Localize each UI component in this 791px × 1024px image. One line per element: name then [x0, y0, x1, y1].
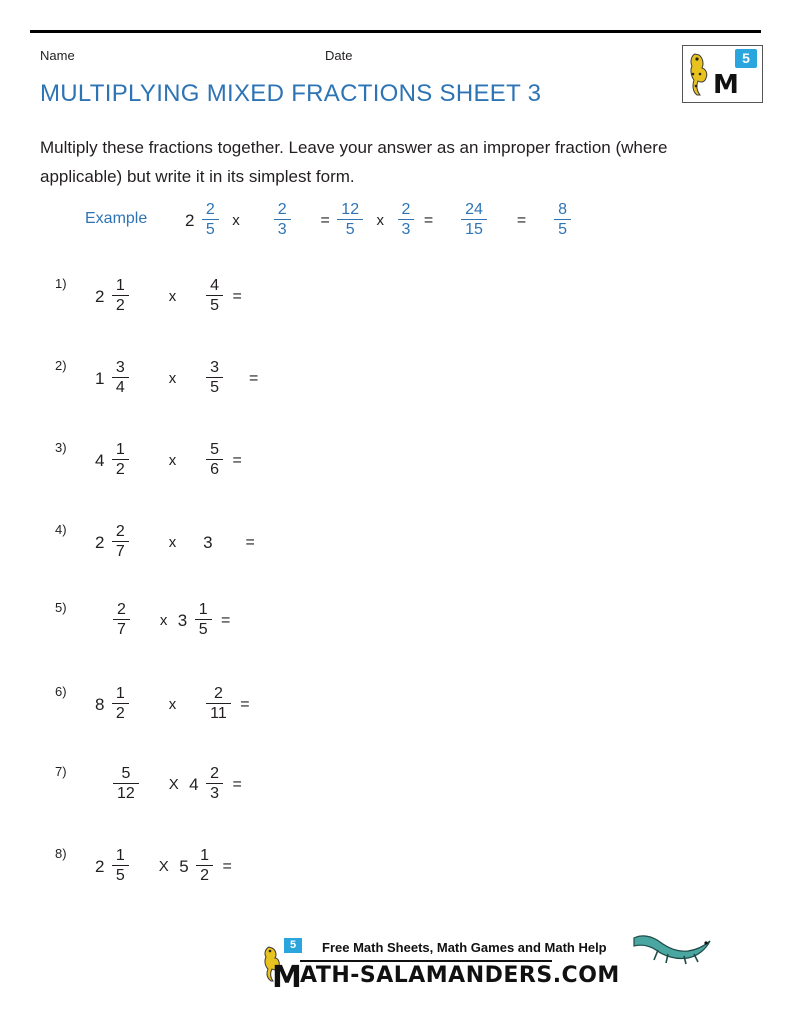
whole-number: 1	[95, 368, 105, 388]
denominator: 6	[210, 461, 220, 478]
example-fraction-2	[274, 201, 291, 238]
fraction-2	[206, 765, 223, 802]
numerator: 3	[210, 359, 220, 376]
numerator: 24	[465, 201, 483, 218]
name-label: Name	[40, 48, 75, 63]
denominator: 15	[465, 221, 483, 238]
numerator: 1	[115, 685, 125, 702]
fraction-2	[196, 847, 213, 884]
fraction-bar	[112, 541, 129, 542]
whole-number: 8	[95, 694, 105, 714]
lizard-icon	[628, 930, 714, 966]
equals-sign: =	[248, 369, 259, 387]
problem-1	[40, 276, 740, 336]
example-label: Example	[85, 210, 148, 227]
numerator: 1	[200, 847, 210, 864]
header-divider	[30, 30, 761, 33]
operator: x	[168, 696, 177, 713]
numerator: 2	[213, 685, 223, 702]
fraction-1	[112, 685, 129, 722]
problem-8	[40, 846, 740, 906]
denominator: 2	[200, 867, 210, 884]
problem-number: 5)	[55, 600, 67, 615]
whole-number: 2	[95, 856, 105, 876]
fraction-bar	[206, 295, 223, 296]
grade-badge: 5	[284, 938, 302, 953]
equals-sign: =	[245, 533, 255, 551]
fraction-1	[112, 523, 129, 560]
problem-5	[40, 600, 740, 660]
example-equals-3: =	[516, 211, 527, 229]
problem-2	[40, 358, 740, 418]
denominator: 11	[210, 705, 227, 722]
fraction-1	[112, 847, 129, 884]
denominator: 5	[115, 867, 125, 884]
date-label: Date	[325, 48, 353, 63]
denominator: 2	[115, 461, 125, 478]
logo-m-glyph: M	[713, 70, 737, 100]
denominator: 3	[277, 221, 287, 238]
denominator: 3	[401, 221, 411, 238]
whole-number-2: 5	[179, 856, 189, 876]
numerator: 3	[115, 359, 125, 376]
example-row	[40, 200, 740, 248]
numerator: 2	[210, 765, 219, 782]
denominator: 5	[558, 221, 567, 238]
operator: x	[168, 288, 177, 305]
equals-sign: =	[232, 287, 242, 305]
whole-number-2: 3	[203, 532, 213, 552]
fraction-2	[206, 277, 223, 314]
operator: X	[168, 776, 179, 793]
example-whole-1: 2	[185, 210, 195, 230]
numerator: 2	[401, 201, 411, 218]
numerator: 1	[198, 601, 208, 618]
problem-3	[40, 440, 740, 500]
instructions-text: Multiply these fractions together. Leave your answer as an improper fraction (where applicable) but write it in its simplest form.	[40, 138, 668, 186]
math-salamanders-logo	[682, 45, 763, 103]
denominator: 3	[210, 785, 219, 802]
fraction-1	[113, 765, 139, 802]
fraction-1	[112, 277, 129, 314]
example-fraction-3	[337, 201, 363, 238]
fraction-bar	[206, 703, 231, 704]
numerator: 2	[115, 523, 125, 540]
fraction-bar	[112, 865, 129, 866]
problem-number: 4)	[55, 522, 67, 537]
equals-sign: =	[232, 451, 242, 469]
problem-expression	[95, 848, 232, 885]
example-equals-2: =	[423, 211, 434, 229]
example-fraction-5	[461, 201, 487, 238]
problem-expression	[95, 360, 258, 397]
fraction-bar	[202, 219, 219, 220]
problem-number: 1)	[55, 276, 67, 291]
equals-sign: =	[221, 611, 231, 629]
equals-sign: =	[232, 775, 242, 793]
denominator: 5	[345, 221, 355, 238]
fraction-2	[206, 441, 223, 478]
fraction-bar	[461, 219, 487, 220]
footer-m-glyph: M	[272, 960, 299, 995]
fraction-bar	[196, 865, 213, 866]
whole-number-2: 3	[177, 610, 188, 630]
denominator: 5	[198, 621, 208, 638]
operator: X	[158, 858, 169, 875]
fraction-bar	[112, 459, 129, 460]
problem-number: 6)	[55, 684, 67, 699]
fraction-bar	[206, 377, 223, 378]
fraction-1	[112, 441, 129, 478]
numerator: 2	[117, 601, 126, 618]
footer-divider	[300, 960, 552, 962]
whole-number: 4	[95, 450, 105, 470]
page-title: MULTIPLYING MIXED FRACTIONS SHEET 3	[40, 80, 542, 107]
example-fraction-1	[202, 201, 219, 238]
example-operator-2: x	[376, 212, 385, 229]
problem-number: 8)	[55, 846, 67, 861]
numerator: 1	[115, 847, 125, 864]
denominator: 4	[115, 379, 125, 396]
numerator: 1	[115, 441, 125, 458]
problem-6	[40, 684, 740, 744]
problem-expression	[95, 278, 242, 315]
problem-expression	[110, 602, 230, 639]
fraction-bar	[274, 219, 291, 220]
operator: x	[168, 452, 177, 469]
problem-4	[40, 522, 740, 582]
problem-expression	[95, 524, 255, 561]
denominator: 2	[115, 297, 125, 314]
numerator: 5	[210, 441, 220, 458]
fraction-bar	[195, 619, 212, 620]
fraction-2	[195, 601, 212, 638]
example-fraction-4	[398, 201, 415, 238]
operator: x	[168, 370, 177, 387]
fraction-bar	[112, 377, 129, 378]
example-operator-1: x	[232, 212, 240, 229]
operator: x	[159, 612, 168, 629]
problem-number: 7)	[55, 764, 67, 779]
whole-number-2: 4	[189, 774, 199, 794]
denominator: 12	[117, 785, 135, 802]
denominator: 5	[210, 297, 220, 314]
fraction-1	[113, 601, 130, 638]
denominator: 7	[117, 621, 126, 638]
problem-7	[40, 764, 740, 824]
fraction-bar	[206, 783, 223, 784]
example-expression	[185, 202, 574, 239]
equals-sign: =	[240, 695, 250, 713]
fraction-bar	[398, 219, 415, 220]
problem-number: 2)	[55, 358, 67, 373]
problem-number: 3)	[55, 440, 67, 455]
fraction-bar	[554, 219, 571, 220]
operator: x	[168, 534, 177, 551]
numerator: 2	[277, 201, 287, 218]
fraction-bar	[112, 295, 129, 296]
grade-badge: 5	[735, 49, 757, 68]
fraction-bar	[112, 703, 129, 704]
problem-expression	[95, 686, 250, 723]
whole-number: 2	[95, 286, 105, 306]
problem-expression	[95, 442, 242, 479]
footer-url[interactable]: ATH-SALAMANDERS.COM	[300, 963, 620, 988]
fraction-bar	[337, 219, 363, 220]
whole-number: 2	[95, 532, 105, 552]
denominator: 5	[205, 221, 215, 238]
fraction-bar	[206, 459, 223, 460]
numerator: 1	[115, 277, 125, 294]
fraction-1	[112, 359, 129, 396]
denominator: 5	[210, 379, 220, 396]
problem-expression	[110, 766, 242, 803]
numerator: 8	[558, 201, 567, 218]
fraction-bar	[113, 619, 130, 620]
example-equals-1: =	[320, 211, 330, 229]
example-fraction-6	[554, 201, 571, 238]
fraction-2	[206, 359, 223, 396]
numerator: 4	[210, 277, 220, 294]
footer-tagline: Free Math Sheets, Math Games and Math Help	[322, 940, 607, 955]
fraction-2	[206, 685, 231, 722]
numerator: 5	[121, 765, 131, 782]
equals-sign: =	[222, 857, 232, 875]
numerator: 2	[205, 201, 215, 218]
denominator: 2	[115, 705, 125, 722]
fraction-bar	[113, 783, 139, 784]
denominator: 7	[115, 543, 125, 560]
numerator: 12	[341, 201, 360, 218]
